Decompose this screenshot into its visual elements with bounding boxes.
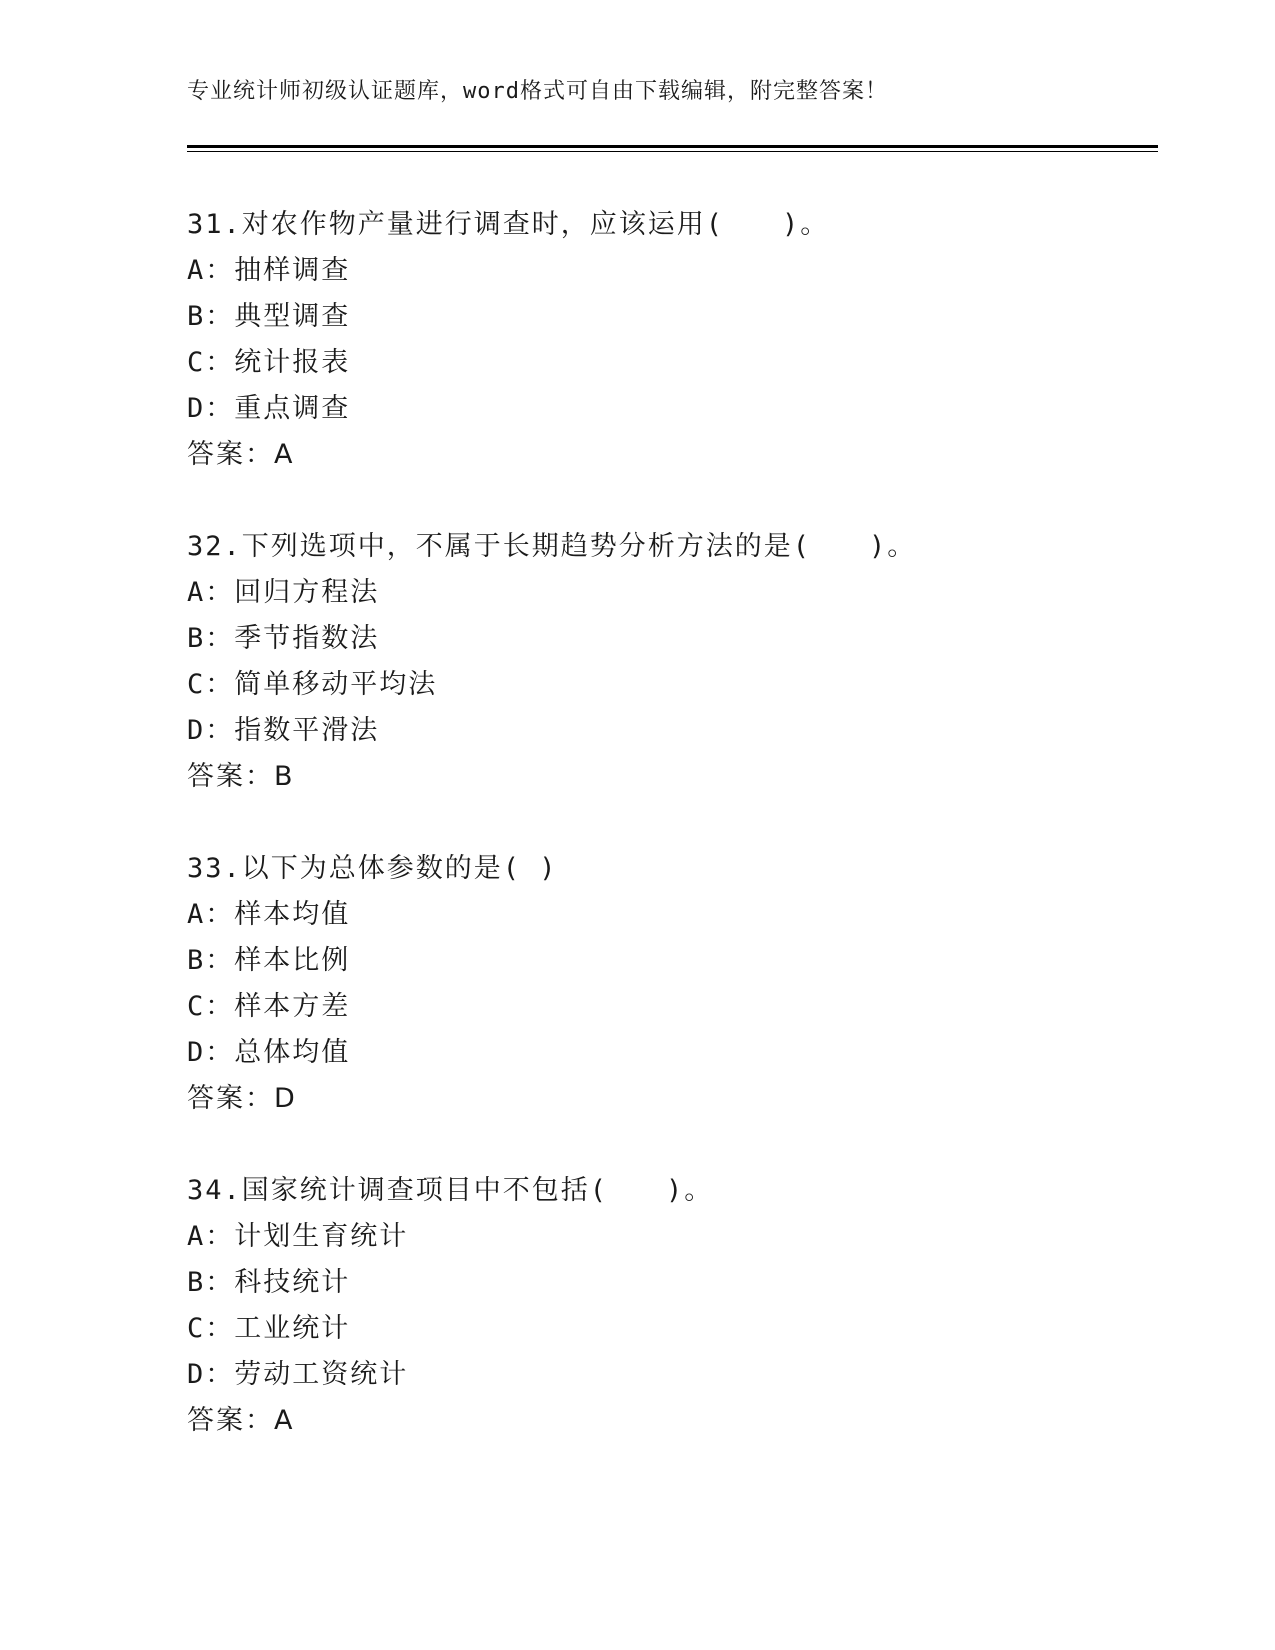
question-stem: 33.以下为总体参数的是( ): [187, 853, 558, 884]
option-a: A：计划生育统计: [187, 1221, 409, 1252]
option-c: C：统计报表: [187, 347, 351, 378]
answer-line: 答案：A: [187, 1405, 295, 1436]
answer-line: 答案：A: [187, 439, 295, 470]
header-rule-thin: [187, 151, 1158, 152]
answer-line: 答案：D: [187, 1083, 297, 1114]
option-b: B：科技统计: [187, 1267, 351, 1298]
document-header: 专业统计师初级认证题库，word格式可自由下载编辑，附完整答案！: [187, 79, 888, 104]
option-d: D：劳动工资统计: [187, 1359, 409, 1390]
question-stem: 34.国家统计调查项目中不包括( )。: [187, 1175, 714, 1206]
option-a: A：抽样调查: [187, 255, 351, 286]
question-stem: 32.下列选项中，不属于长期趋势分析方法的是( )。: [187, 531, 917, 562]
option-b: B：季节指数法: [187, 623, 380, 654]
header-rule-thick: [187, 145, 1158, 148]
option-c: C：样本方差: [187, 991, 351, 1022]
question-33: [187, 846, 1147, 1122]
option-c: C：简单移动平均法: [187, 669, 438, 700]
question-32: [187, 524, 1147, 800]
option-d: D：重点调查: [187, 393, 351, 424]
option-b: B：典型调查: [187, 301, 351, 332]
option-d: D：总体均值: [187, 1037, 351, 1068]
question-34: [187, 1168, 1147, 1444]
answer-line: 答案：B: [187, 761, 295, 792]
question-stem: 31.对农作物产量进行调查时，应该运用( )。: [187, 209, 830, 240]
option-b: B：样本比例: [187, 945, 351, 976]
option-d: D：指数平滑法: [187, 715, 380, 746]
option-a: A：样本均值: [187, 899, 351, 930]
question-list: [187, 202, 1147, 1490]
question-31: [187, 202, 1147, 478]
option-a: A：回归方程法: [187, 577, 380, 608]
option-c: C：工业统计: [187, 1313, 351, 1344]
